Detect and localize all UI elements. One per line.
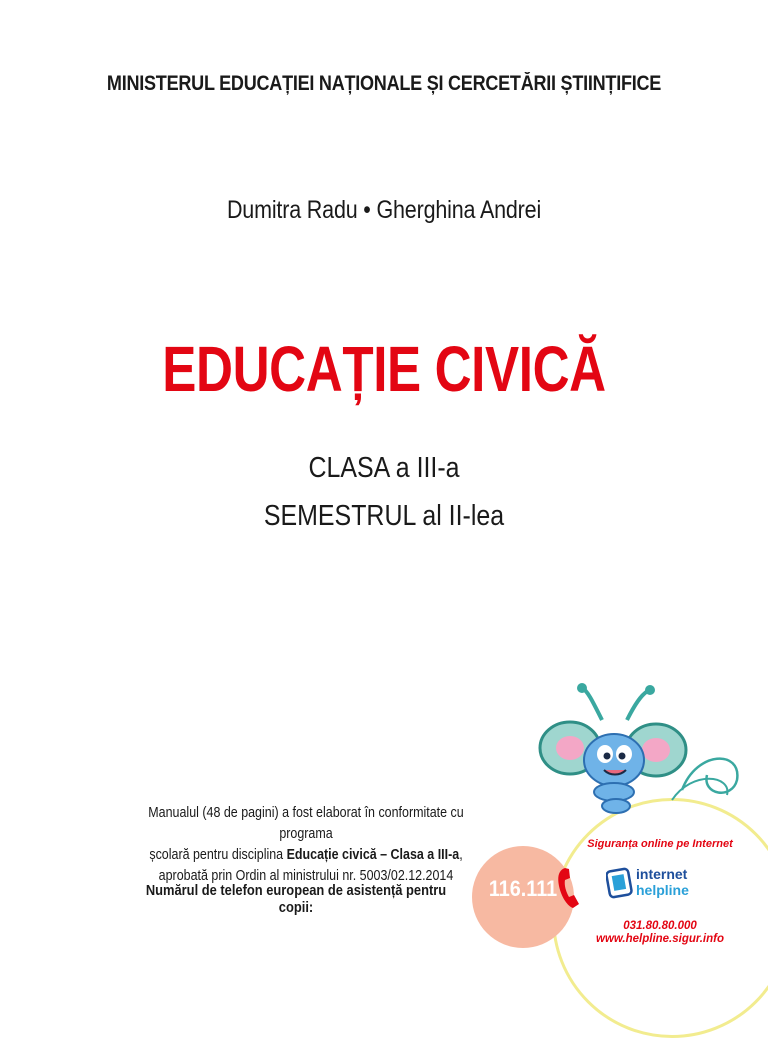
phone-handset-icon	[555, 866, 585, 910]
helpline-website: www.helpline.sigur.info	[596, 933, 724, 945]
ministry-heading: MINISTERUL EDUCAȚIEI NAȚIONALE ȘI CERCETĂRII ȘTIINȚIFICE	[106, 72, 662, 95]
authors: Dumitra Radu • Gherghina Andrei	[226, 196, 542, 224]
child-helpline-label: Numărul de telefon european de asistență pentru copii:	[145, 882, 447, 916]
child-helpline-number: 116.111	[488, 876, 558, 901]
note-line-1: Manualul (48 de pagini) a fost elaborat în conformitate cu programa	[148, 805, 464, 842]
butterfly-mascot	[532, 680, 752, 820]
helpline-circle	[552, 798, 768, 1038]
approval-note	[125, 803, 486, 887]
grade-label: CLASA a III-a	[308, 452, 460, 484]
helpline-logo-word-2: helpline	[636, 882, 689, 898]
book-title: EDUCAȚIE CIVICĂ	[162, 333, 606, 405]
helpline-phone: 031.80.80.000	[623, 920, 697, 932]
note-line-3: aprobată prin Ordin al ministrului nr. 5003/02.12.2014	[158, 868, 454, 884]
online-safety-text: Siguranța online pe Internet	[587, 838, 733, 850]
note-line-2	[125, 845, 486, 866]
note-line-2-prefix: școlară pentru disciplina	[149, 847, 287, 863]
semester-label: SEMESTRUL al II-lea	[263, 500, 505, 532]
note-line-2-suffix: ,	[459, 847, 463, 863]
note-subject: Educație civică – Clasa a III-a	[286, 847, 460, 863]
helpline-logo-word-1: internet	[636, 866, 688, 882]
